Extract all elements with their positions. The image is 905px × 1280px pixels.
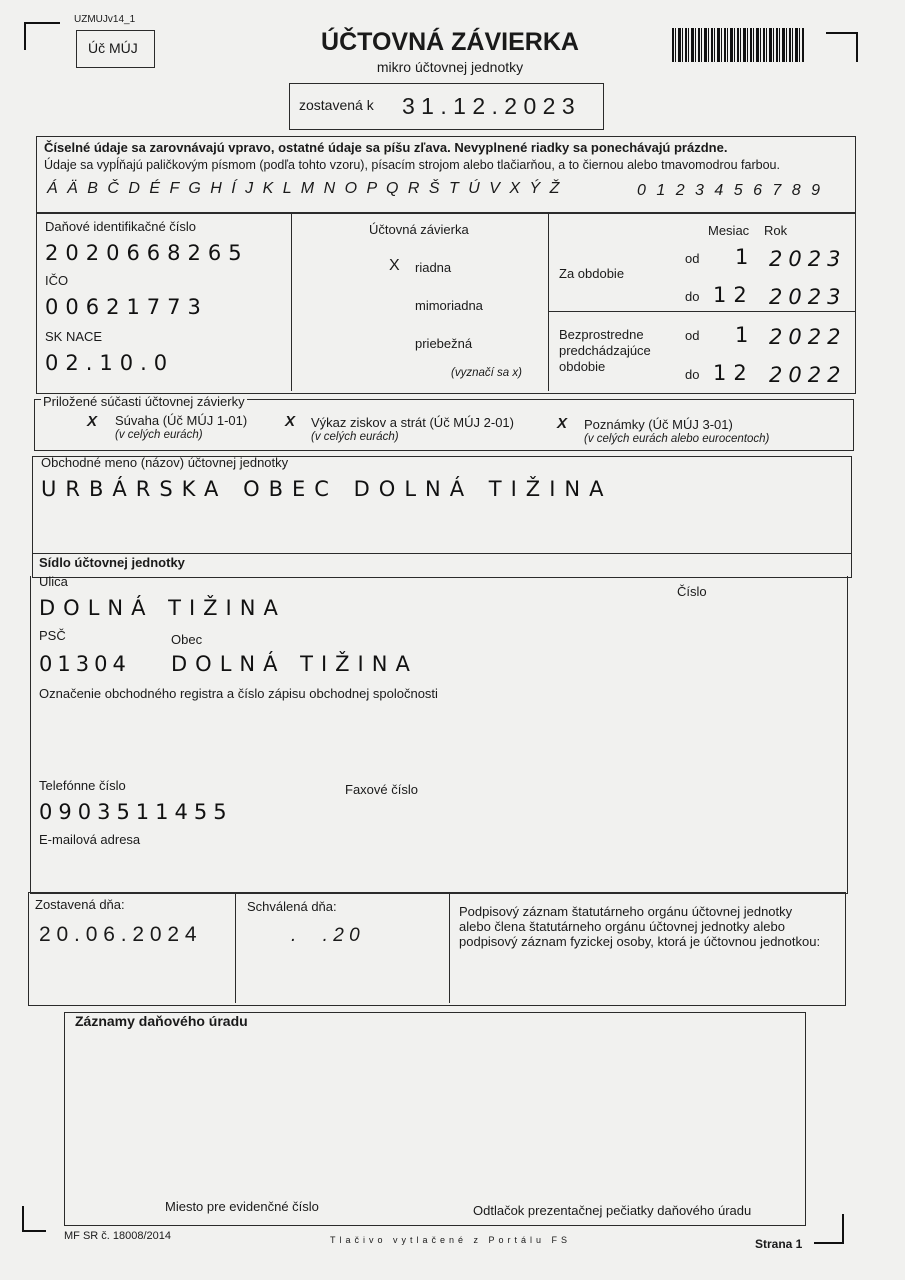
- approval-box: [28, 892, 846, 1006]
- year-header: Rok: [764, 223, 788, 238]
- current-to-label: do: [685, 289, 700, 304]
- seat-box: [30, 576, 848, 894]
- attachment-3-label: Poznámky (Úč MÚJ 3-01): [584, 417, 733, 432]
- entity-box: [32, 456, 852, 578]
- prev-from-year: 2022: [769, 325, 847, 349]
- prev-period-label-3: obdobie: [559, 359, 606, 374]
- seat-title: Sídlo účtovnej jednotky: [39, 555, 185, 570]
- attachment-1-note: (v celých eurách): [115, 429, 203, 441]
- street-value: DOLNÁ TIŽINA: [39, 596, 286, 620]
- current-from-year: 2023: [769, 247, 847, 271]
- identification-box: [36, 212, 856, 394]
- phone-label: Telefónne číslo: [39, 778, 126, 793]
- printed-note: Tlačivo vytlačené z Portálu FS: [330, 1235, 572, 1245]
- instructions-box: [36, 136, 856, 214]
- ico-label: IČO: [45, 273, 69, 288]
- form-tag-box: [76, 30, 155, 68]
- corner-mark-bottom-right: [814, 1214, 844, 1244]
- city-label: Obec: [171, 632, 203, 647]
- number-label: Číslo: [677, 584, 707, 599]
- nace-value: 02.10.0: [45, 351, 175, 375]
- attachments-title: Priložené súčasti účtovnej závierky: [43, 394, 245, 409]
- psc-value: 01304: [39, 652, 131, 676]
- instructions-line-1: Číselné údaje sa zarovnávajú vpravo, ostatné údaje sa píšu zľava. Nevyplnené riadky sa ponechávajú prázdne.: [44, 140, 728, 155]
- current-period-label: Za obdobie: [559, 266, 625, 281]
- tax-office-title: Záznamy daňového úradu: [75, 1013, 248, 1029]
- attachment-2-mark: X: [285, 413, 296, 430]
- sample-digits: 0 1 2 3 4 5 6 7 8 9: [637, 182, 823, 199]
- form-tag: Úč MÚJ: [88, 40, 138, 56]
- email-label: E-mailová adresa: [39, 832, 141, 847]
- phone-value: 0903511455: [39, 800, 233, 824]
- prev-period-label-2: predchádzajúce: [559, 343, 651, 358]
- attachment-3-mark: X: [557, 415, 568, 432]
- fax-label: Faxové číslo: [345, 782, 418, 797]
- attachments-box: [34, 394, 854, 451]
- attachment-2-label: Výkaz ziskov a strát (Úč MÚJ 2-01): [311, 415, 514, 430]
- statement-type-note: (vyznačí sa x): [451, 367, 522, 379]
- prev-from-month: 1: [735, 323, 756, 347]
- evidence-label: Miesto pre evidenčné číslo: [165, 1199, 319, 1214]
- current-from-label: od: [685, 251, 700, 266]
- prev-to-year: 2022: [769, 363, 847, 387]
- page-number: Strana 1: [755, 1237, 803, 1251]
- nace-label: SK NACE: [45, 329, 103, 344]
- instructions-line-2: Údaje sa vypĺňajú paličkovým písmom (podľa tohto vzoru), písacím strojom alebo tlačiarňou, a to čiernou alebo tmavomodrou farbou.: [44, 158, 780, 172]
- page-title: ÚČTOVNÁ ZÁVIERKA: [321, 28, 579, 56]
- tax-office-box: [64, 1012, 806, 1226]
- register-label: Označenie obchodného registra a číslo zápisu obchodnej spoločnosti: [39, 686, 438, 701]
- ico-value: 00621773: [45, 295, 208, 319]
- statement-type-title: Účtovná závierka: [369, 222, 469, 237]
- prev-period-label-1: Bezprostredne: [559, 327, 644, 342]
- barcode: [672, 28, 805, 62]
- prepared-on-value: 2 0 . 0 6 . 2 0 2 4: [39, 923, 197, 946]
- statement-type-interim: priebežná: [415, 336, 473, 351]
- statement-type-mark: X: [389, 257, 400, 274]
- form-code: UZMUJv14_1: [74, 14, 136, 25]
- attachment-1-label: Súvaha (Úč MÚJ 1-01): [115, 413, 248, 428]
- signature-text-2: alebo člena štatutárneho orgánu účtovnej jednotky alebo: [459, 919, 785, 934]
- form-number: MF SR č. 18008/2014: [64, 1230, 172, 1242]
- corner-mark-top-left: [24, 22, 60, 50]
- entity-name-label: Obchodné meno (názov) účtovnej jednotky: [41, 455, 289, 470]
- attachment-3-note: (v celých eurách alebo eurocentoch): [584, 433, 770, 445]
- sample-letters: Á Ä B Č D É F G H Í J K L M N O P Q R Š T Ú V X Ý Ž: [47, 180, 562, 197]
- current-to-month: 12: [713, 283, 754, 307]
- prepared-label: zostavená k: [299, 97, 374, 113]
- entity-name-value: URBÁRSKA OBEC DOLNÁ TIŽINA: [41, 477, 613, 501]
- prev-to-month: 12: [713, 361, 754, 385]
- city-value: DOLNÁ TIŽINA: [171, 652, 418, 676]
- attachment-2-note: (v celých eurách): [311, 431, 399, 443]
- signature-text-1: Podpisový záznam štatutárneho orgánu účtovnej jednotky: [459, 904, 793, 919]
- prepared-date: 3 1 . 1 2 . 2 0 2 3: [402, 93, 575, 119]
- current-from-month: 1: [735, 245, 756, 269]
- prepared-date-box: [289, 83, 604, 130]
- attachment-1-mark: X: [87, 413, 98, 430]
- statement-type-extraordinary: mimoriadna: [415, 298, 483, 313]
- current-to-year: 2023: [769, 285, 847, 309]
- dic-label: Daňové identifikačné číslo: [45, 219, 197, 234]
- street-label: Ulica: [39, 574, 68, 589]
- psc-label: PSČ: [39, 628, 66, 643]
- approved-on-label: Schválená dňa:: [247, 899, 337, 914]
- statement-type-regular: riadna: [415, 260, 452, 275]
- signature-text-3: podpisový záznam fyzickej osoby, ktorá je účtovnou jednotkou:: [459, 934, 821, 949]
- approved-on-value: . . 2 0: [291, 925, 360, 946]
- stamp-label: Odtlačok prezentačnej pečiatky daňového úradu: [473, 1203, 752, 1218]
- dic-value: 2020668265: [45, 241, 249, 265]
- corner-mark-bottom-left: [22, 1206, 46, 1232]
- prev-to-label: do: [685, 367, 700, 382]
- prepared-on-label: Zostavená dňa:: [35, 897, 125, 912]
- page-subtitle: mikro účtovnej jednotky: [376, 59, 524, 75]
- prev-from-label: od: [685, 328, 700, 343]
- corner-mark-top-right: [826, 32, 858, 62]
- month-header: Mesiac: [708, 223, 750, 238]
